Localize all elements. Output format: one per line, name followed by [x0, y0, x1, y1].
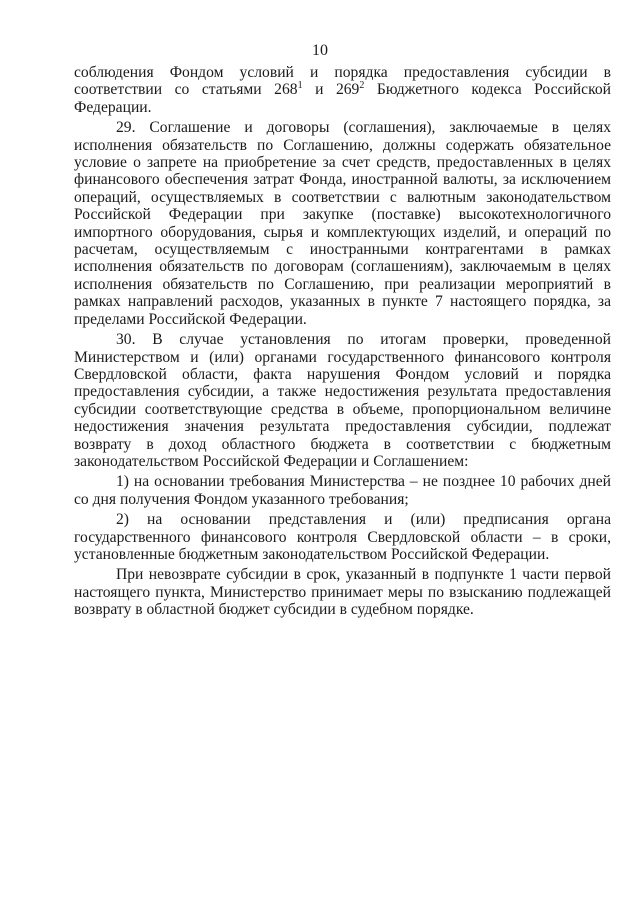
paragraph-text: соблюдения Фондом условий и порядка предоставления субсидии в соответствии со статьями 268 — [74, 64, 611, 99]
paragraph-text: Бюджетного кодекса Российской Федерации. — [74, 81, 611, 116]
paragraph-30-item-2: 2) на основании представления и (или) предписания органа государственного финансового контроля Свердловской области – в сроки, установленные бюджетным законодательством Российской Федерации. — [74, 511, 611, 563]
paragraph-non-return: При невозврате субсидии в срок, указанный в подпункте 1 части первой настоящего пункта, Министерство принимает меры по взысканию подлежащей возврату в областной бюджет субсидии в судебном порядке. — [74, 566, 611, 619]
document-body — [74, 64, 611, 619]
superscript: 1 — [297, 80, 303, 92]
paragraph-30: 30. В случае установления по итогам проверки, проведенной Министерством и (или) органами государственного финансового контроля Свердловской области, факта нарушения Фондом условий и порядка предоставления субсидии, а также недостижения результата предоставления субсидии соответствующие средства в объеме, пропорциональном величине недостижения значения результата предоставления субсидии, подлежат возврату в доход областного бюджета в соответствии с бюджетным законодательством Российской Федерации и Соглашением: — [74, 331, 611, 470]
paragraph-continuation — [74, 64, 611, 116]
paragraph-30-item-1: 1) на основании требования Министерства – не позднее 10 рабочих дней со дня получения Фондом указанного требования; — [74, 473, 611, 508]
paragraph-text: и 269 — [302, 81, 360, 99]
paragraph-29: 29. Соглашение и договоры (соглашения), заключаемые в целях исполнения обязательств по Соглашению, должны содержать обязательное условие о запрете на приобретение за счет средств, предоставленных в целях финансового обеспечения затрат Фонда, иностранной валюты, за исключением операций, осуществляемых в соответствии с валютным законодательством Российской Федерации при закупке (поставке) высокотехнологичного импортного оборудования, сырья и комплектующих изделий, и операций по расчетам, осуществляемым с иностранными контрагентами в рамках исполнения обязательств по договорам (соглашениям), заключаемым в целях исполнения обязательств по Соглашению, при реализации мероприятий в рамках направлений расходов, указанных в пункте 7 настоящего порядка, за пределами Российской Федерации. — [74, 119, 611, 328]
superscript: 2 — [359, 80, 365, 92]
page-number: 10 — [312, 42, 328, 59]
